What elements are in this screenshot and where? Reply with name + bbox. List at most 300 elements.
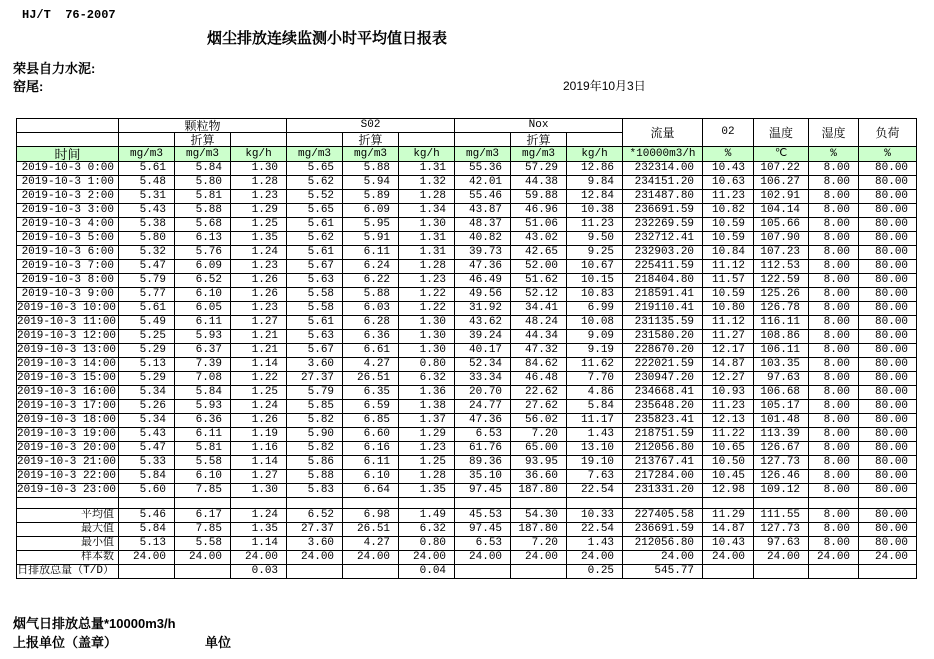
cell-value — [859, 565, 917, 579]
cell-value: 80.00 — [859, 204, 917, 218]
unit-cell: ℃ — [754, 147, 809, 162]
cell-value: 6.09 — [175, 260, 231, 274]
cell-value: 5.94 — [343, 176, 399, 190]
cell-value: 125.26 — [754, 288, 809, 302]
cell-value: 1.31 — [399, 232, 455, 246]
cell-value: 84.62 — [511, 358, 567, 372]
cell-value: 1.28 — [399, 470, 455, 484]
cell-value — [455, 498, 511, 509]
table-row — [17, 330, 917, 344]
cell-value: 5.86 — [287, 456, 343, 470]
table-row — [17, 442, 917, 456]
cell-value: 10.67 — [567, 260, 623, 274]
cell-value — [455, 565, 511, 579]
cell-value: 12.86 — [567, 162, 623, 176]
cell-value: 51.06 — [511, 218, 567, 232]
cell-value: 9.50 — [567, 232, 623, 246]
cell-value: 80.00 — [859, 470, 917, 484]
cell-value: 5.58 — [287, 288, 343, 302]
row-label: 2019-10-3 8:00 — [17, 274, 119, 288]
cell-value: 5.88 — [175, 204, 231, 218]
daily-total-row — [17, 565, 917, 579]
cell-value: 51.62 — [511, 274, 567, 288]
cell-value: 5.84 — [175, 162, 231, 176]
table-row — [17, 386, 917, 400]
cell-value: 24.00 — [343, 551, 399, 565]
cell-value: 6.28 — [343, 316, 399, 330]
cell-value: 42.01 — [455, 176, 511, 190]
cell-value: 10.08 — [567, 316, 623, 330]
cell-value: 80.00 — [859, 246, 917, 260]
cell-value: 102.91 — [754, 190, 809, 204]
row-label: 2019-10-3 6:00 — [17, 246, 119, 260]
cell-value: 8.00 — [809, 344, 859, 358]
cell-value: 6.32 — [399, 523, 455, 537]
table-body — [17, 162, 917, 579]
cell-value — [175, 565, 231, 579]
cell-value: 228670.20 — [623, 344, 703, 358]
cell-value: 22.62 — [511, 386, 567, 400]
cell-value: 6.11 — [175, 428, 231, 442]
cell-value — [119, 565, 175, 579]
cell-value: 5.79 — [287, 386, 343, 400]
cell-value: 5.62 — [287, 176, 343, 190]
cell-value: 11.57 — [703, 274, 754, 288]
table-row — [17, 400, 917, 414]
cell-value: 122.59 — [754, 274, 809, 288]
cell-value: 12.98 — [703, 484, 754, 498]
cell-value: 7.20 — [511, 428, 567, 442]
row-label: 2019-10-3 9:00 — [17, 288, 119, 302]
row-label: 平均值 — [17, 509, 119, 523]
cell-value: 213767.41 — [623, 456, 703, 470]
cell-value: 7.85 — [175, 484, 231, 498]
row-label: 2019-10-3 12:00 — [17, 330, 119, 344]
cell-value: 8.00 — [809, 509, 859, 523]
cell-value: 10.80 — [703, 302, 754, 316]
cell-value: 5.81 — [175, 190, 231, 204]
cell-value: 126.78 — [754, 302, 809, 316]
cell-value: 80.00 — [859, 190, 917, 204]
cell-value: 10.59 — [703, 288, 754, 302]
cell-value: 65.00 — [511, 442, 567, 456]
cell-value — [343, 498, 399, 509]
cell-value — [703, 498, 754, 509]
cell-value: 111.55 — [754, 509, 809, 523]
cell-value: 8.00 — [809, 316, 859, 330]
standard-code: HJ/T 76-2007 — [22, 8, 116, 22]
unit-cell: mg/m3 — [119, 147, 175, 162]
group-header-row — [17, 119, 917, 133]
summary-row — [17, 551, 917, 565]
cell-value: 10.59 — [703, 232, 754, 246]
cell-value: 5.43 — [119, 204, 175, 218]
cell-value: 10.43 — [703, 162, 754, 176]
cell-value: 227405.58 — [623, 509, 703, 523]
cell-value: 5.61 — [119, 162, 175, 176]
cell-value: 61.76 — [455, 442, 511, 456]
unit-cell: % — [809, 147, 859, 162]
col-header-humidity: 湿度 — [809, 119, 859, 147]
cell-value: 6.24 — [343, 260, 399, 274]
cell-value: 5.79 — [119, 274, 175, 288]
cell-value: 40.17 — [455, 344, 511, 358]
cell-value: 5.58 — [287, 302, 343, 316]
cell-value: 47.36 — [455, 414, 511, 428]
cell-value: 113.39 — [754, 428, 809, 442]
cell-value: 10.93 — [703, 386, 754, 400]
cell-value: 8.00 — [809, 537, 859, 551]
table-row — [17, 316, 917, 330]
cell-value: 7.70 — [567, 372, 623, 386]
group-particulate: 颗粒物 — [119, 119, 287, 133]
unit-cell: *10000m3/h — [623, 147, 703, 162]
row-label: 样本数 — [17, 551, 119, 565]
cell-value: 1.35 — [399, 484, 455, 498]
cell-value: 1.31 — [399, 162, 455, 176]
cell-value: 235823.41 — [623, 414, 703, 428]
cell-value: 1.22 — [231, 372, 287, 386]
subheader-converted: 折算 — [343, 133, 399, 147]
cell-value: 5.67 — [287, 260, 343, 274]
cell-value: 8.00 — [809, 428, 859, 442]
cell-value: 10.59 — [703, 218, 754, 232]
cell-value: 10.65 — [703, 442, 754, 456]
cell-value — [754, 498, 809, 509]
cell-value: 1.31 — [399, 246, 455, 260]
cell-value: 1.21 — [231, 344, 287, 358]
cell-value: 1.43 — [567, 428, 623, 442]
cell-value: 1.28 — [231, 176, 287, 190]
unit-cell: kg/h — [399, 147, 455, 162]
cell-value: 5.63 — [287, 330, 343, 344]
cell-value: 1.27 — [231, 316, 287, 330]
cell-value: 231487.80 — [623, 190, 703, 204]
cell-value: 93.95 — [511, 456, 567, 470]
cell-value — [399, 498, 455, 509]
cell-value: 3.60 — [287, 358, 343, 372]
cell-value: 11.27 — [703, 330, 754, 344]
cell-value: 5.62 — [287, 232, 343, 246]
cell-value: 1.37 — [399, 414, 455, 428]
cell-value: 8.00 — [809, 162, 859, 176]
cell-value: 8.00 — [809, 260, 859, 274]
cell-value: 10.50 — [703, 456, 754, 470]
cell-value: 31.92 — [455, 302, 511, 316]
cell-value: 80.00 — [859, 260, 917, 274]
cell-value: 1.25 — [231, 386, 287, 400]
cell-value: 236691.59 — [623, 523, 703, 537]
cell-value: 80.00 — [859, 316, 917, 330]
cell-value: 5.29 — [119, 344, 175, 358]
cell-value: 47.36 — [455, 260, 511, 274]
cell-value: 7.63 — [567, 470, 623, 484]
cell-value: 6.11 — [343, 456, 399, 470]
cell-value: 6.11 — [175, 316, 231, 330]
cell-value: 5.80 — [119, 232, 175, 246]
cell-value: 5.88 — [287, 470, 343, 484]
table-row — [17, 344, 917, 358]
group-nox: Nox — [455, 119, 623, 133]
cell-value: 5.68 — [175, 218, 231, 232]
cell-value: 11.23 — [567, 218, 623, 232]
cell-value: 6.10 — [175, 470, 231, 484]
cell-value — [809, 565, 859, 579]
cell-value: 6.32 — [399, 372, 455, 386]
cell-value: 5.91 — [343, 232, 399, 246]
cell-value — [567, 498, 623, 509]
cell-value: 6.99 — [567, 302, 623, 316]
cell-value: 5.31 — [119, 190, 175, 204]
cell-value: 234151.20 — [623, 176, 703, 190]
cell-value: 22.54 — [567, 523, 623, 537]
cell-value: 45.53 — [455, 509, 511, 523]
cell-value: 101.48 — [754, 414, 809, 428]
cell-value: 234668.41 — [623, 386, 703, 400]
cell-value: 43.62 — [455, 316, 511, 330]
report-table — [16, 118, 917, 579]
cell-value: 5.32 — [119, 246, 175, 260]
cell-value: 3.60 — [287, 537, 343, 551]
table-row — [17, 176, 917, 190]
cell-value: 0.04 — [399, 565, 455, 579]
cell-value: 1.35 — [231, 232, 287, 246]
cell-value: 235648.20 — [623, 400, 703, 414]
spacer-row — [17, 498, 917, 509]
cell-value: 6.60 — [343, 428, 399, 442]
cell-value: 1.28 — [399, 190, 455, 204]
cell-value: 12.13 — [703, 414, 754, 428]
cell-value: 4.27 — [343, 358, 399, 372]
table-header — [17, 119, 917, 162]
cell-value: 5.76 — [175, 246, 231, 260]
cell-value: 11.29 — [703, 509, 754, 523]
cell-value: 8.00 — [809, 190, 859, 204]
cell-value: 8.00 — [809, 274, 859, 288]
cell-value: 5.61 — [287, 316, 343, 330]
cell-value: 187.80 — [511, 484, 567, 498]
summary-row — [17, 537, 917, 551]
cell-value: 8.00 — [809, 204, 859, 218]
cell-value: 97.63 — [754, 537, 809, 551]
cell-value: 1.30 — [399, 218, 455, 232]
col-header-o2: 02 — [703, 119, 754, 147]
cell-value: 6.53 — [455, 428, 511, 442]
row-label: 2019-10-3 17:00 — [17, 400, 119, 414]
cell-value: 1.38 — [399, 400, 455, 414]
cell-value: 8.00 — [809, 386, 859, 400]
cell-value: 46.49 — [455, 274, 511, 288]
page-title: 烟尘排放连续监测小时平均值日报表 — [206, 30, 447, 47]
cell-value: 545.77 — [623, 565, 703, 579]
unit-cell: mg/m3 — [511, 147, 567, 162]
cell-value — [754, 565, 809, 579]
cell-value: 0.80 — [399, 358, 455, 372]
cell-value: 39.73 — [455, 246, 511, 260]
cell-value: 5.93 — [175, 400, 231, 414]
cell-value: 24.00 — [703, 551, 754, 565]
cell-value: 5.61 — [287, 246, 343, 260]
table-row — [17, 190, 917, 204]
cell-value: 1.34 — [399, 204, 455, 218]
cell-value — [119, 498, 175, 509]
cell-value: 218751.59 — [623, 428, 703, 442]
cell-value: 6.17 — [175, 509, 231, 523]
cell-value: 105.17 — [754, 400, 809, 414]
cell-value: 5.84 — [567, 400, 623, 414]
cell-value: 5.47 — [119, 442, 175, 456]
row-label: 2019-10-3 18:00 — [17, 414, 119, 428]
cell-value: 8.00 — [809, 232, 859, 246]
unit-header-row — [17, 147, 917, 162]
cell-value: 6.10 — [343, 470, 399, 484]
cell-value: 5.63 — [287, 274, 343, 288]
cell-value: 56.02 — [511, 414, 567, 428]
cell-value: 40.82 — [455, 232, 511, 246]
cell-value: 232269.59 — [623, 218, 703, 232]
cell-value: 5.43 — [119, 428, 175, 442]
cell-value: 1.30 — [231, 484, 287, 498]
cell-value: 1.19 — [231, 428, 287, 442]
cell-value: 5.25 — [119, 330, 175, 344]
cell-value: 10.43 — [703, 537, 754, 551]
cell-value: 27.37 — [287, 372, 343, 386]
subheader-converted: 折算 — [511, 133, 567, 147]
cell-value: 5.60 — [119, 484, 175, 498]
cell-value: 7.85 — [175, 523, 231, 537]
row-label: 2019-10-3 4:00 — [17, 218, 119, 232]
cell-value — [231, 498, 287, 509]
cell-value: 8.00 — [809, 456, 859, 470]
cell-value: 104.14 — [754, 204, 809, 218]
cell-value: 80.00 — [859, 484, 917, 498]
cell-value: 1.26 — [231, 274, 287, 288]
cell-value: 126.46 — [754, 470, 809, 484]
row-label: 2019-10-3 15:00 — [17, 372, 119, 386]
cell-value: 6.52 — [175, 274, 231, 288]
cell-value: 11.23 — [703, 400, 754, 414]
cell-value: 1.30 — [231, 162, 287, 176]
cell-value: 26.51 — [343, 372, 399, 386]
cell-value: 80.00 — [859, 537, 917, 551]
cell-value: 5.13 — [119, 358, 175, 372]
cell-value: 80.00 — [859, 523, 917, 537]
empty-cell — [567, 133, 623, 147]
table-row — [17, 302, 917, 316]
cell-value: 7.08 — [175, 372, 231, 386]
cell-value: 5.34 — [119, 386, 175, 400]
location-name: 窑尾: — [13, 79, 44, 94]
cell-value: 80.00 — [859, 414, 917, 428]
cell-value: 6.13 — [175, 232, 231, 246]
cell-value: 43.02 — [511, 232, 567, 246]
cell-value: 57.29 — [511, 162, 567, 176]
cell-value: 24.00 — [623, 551, 703, 565]
cell-value: 1.23 — [231, 260, 287, 274]
row-label — [17, 498, 119, 509]
cell-value: 49.56 — [455, 288, 511, 302]
col-header-flow: 流量 — [623, 119, 703, 147]
cell-value: 80.00 — [859, 400, 917, 414]
cell-value: 24.00 — [231, 551, 287, 565]
cell-value: 46.48 — [511, 372, 567, 386]
cell-value: 6.05 — [175, 302, 231, 316]
table-row — [17, 274, 917, 288]
cell-value: 1.23 — [399, 274, 455, 288]
cell-value: 10.84 — [703, 246, 754, 260]
cell-value — [511, 498, 567, 509]
cell-value: 5.29 — [119, 372, 175, 386]
cell-value: 27.62 — [511, 400, 567, 414]
cell-value: 6.52 — [287, 509, 343, 523]
cell-value: 80.00 — [859, 288, 917, 302]
unit-cell: mg/m3 — [343, 147, 399, 162]
cell-value: 1.22 — [399, 302, 455, 316]
cell-value: 212056.80 — [623, 442, 703, 456]
cell-value: 9.09 — [567, 330, 623, 344]
cell-value: 24.00 — [399, 551, 455, 565]
cell-value: 232712.41 — [623, 232, 703, 246]
summary-row — [17, 509, 917, 523]
row-label: 2019-10-3 22:00 — [17, 470, 119, 484]
cell-value: 5.95 — [343, 218, 399, 232]
cell-value: 1.23 — [231, 190, 287, 204]
cell-value: 6.36 — [343, 330, 399, 344]
table-row — [17, 484, 917, 498]
cell-value: 8.00 — [809, 414, 859, 428]
cell-value: 5.65 — [287, 162, 343, 176]
cell-value: 8.00 — [809, 288, 859, 302]
cell-value: 97.45 — [455, 523, 511, 537]
group-so2: S02 — [287, 119, 455, 133]
cell-value: 109.12 — [754, 484, 809, 498]
cell-value: 10.15 — [567, 274, 623, 288]
cell-value: 44.34 — [511, 330, 567, 344]
cell-value — [623, 498, 703, 509]
col-header-temperature: 温度 — [754, 119, 809, 147]
cell-value: 105.66 — [754, 218, 809, 232]
cell-value: 1.14 — [231, 358, 287, 372]
cell-value — [703, 565, 754, 579]
cell-value: 11.12 — [703, 316, 754, 330]
cell-value: 5.85 — [287, 400, 343, 414]
cell-value: 106.27 — [754, 176, 809, 190]
cell-value: 1.26 — [231, 414, 287, 428]
cell-value: 24.00 — [119, 551, 175, 565]
corner-cell — [17, 133, 119, 147]
cell-value: 80.00 — [859, 330, 917, 344]
row-label: 2019-10-3 13:00 — [17, 344, 119, 358]
cell-value: 103.35 — [754, 358, 809, 372]
cell-value: 6.11 — [343, 246, 399, 260]
cell-value: 236691.59 — [623, 204, 703, 218]
cell-value: 24.00 — [567, 551, 623, 565]
cell-value: 1.30 — [399, 330, 455, 344]
cell-value: 14.87 — [703, 523, 754, 537]
cell-value: 14.87 — [703, 358, 754, 372]
cell-value: 80.00 — [859, 509, 917, 523]
cell-value: 5.88 — [343, 162, 399, 176]
col-header-load: 负荷 — [859, 119, 917, 147]
cell-value: 47.32 — [511, 344, 567, 358]
cell-value: 8.00 — [809, 330, 859, 344]
cell-value: 10.83 — [567, 288, 623, 302]
cell-value: 80.00 — [859, 442, 917, 456]
cell-value: 55.36 — [455, 162, 511, 176]
cell-value: 6.59 — [343, 400, 399, 414]
cell-value: 5.81 — [175, 442, 231, 456]
row-label: 日排放总量（T/D） — [17, 565, 119, 579]
